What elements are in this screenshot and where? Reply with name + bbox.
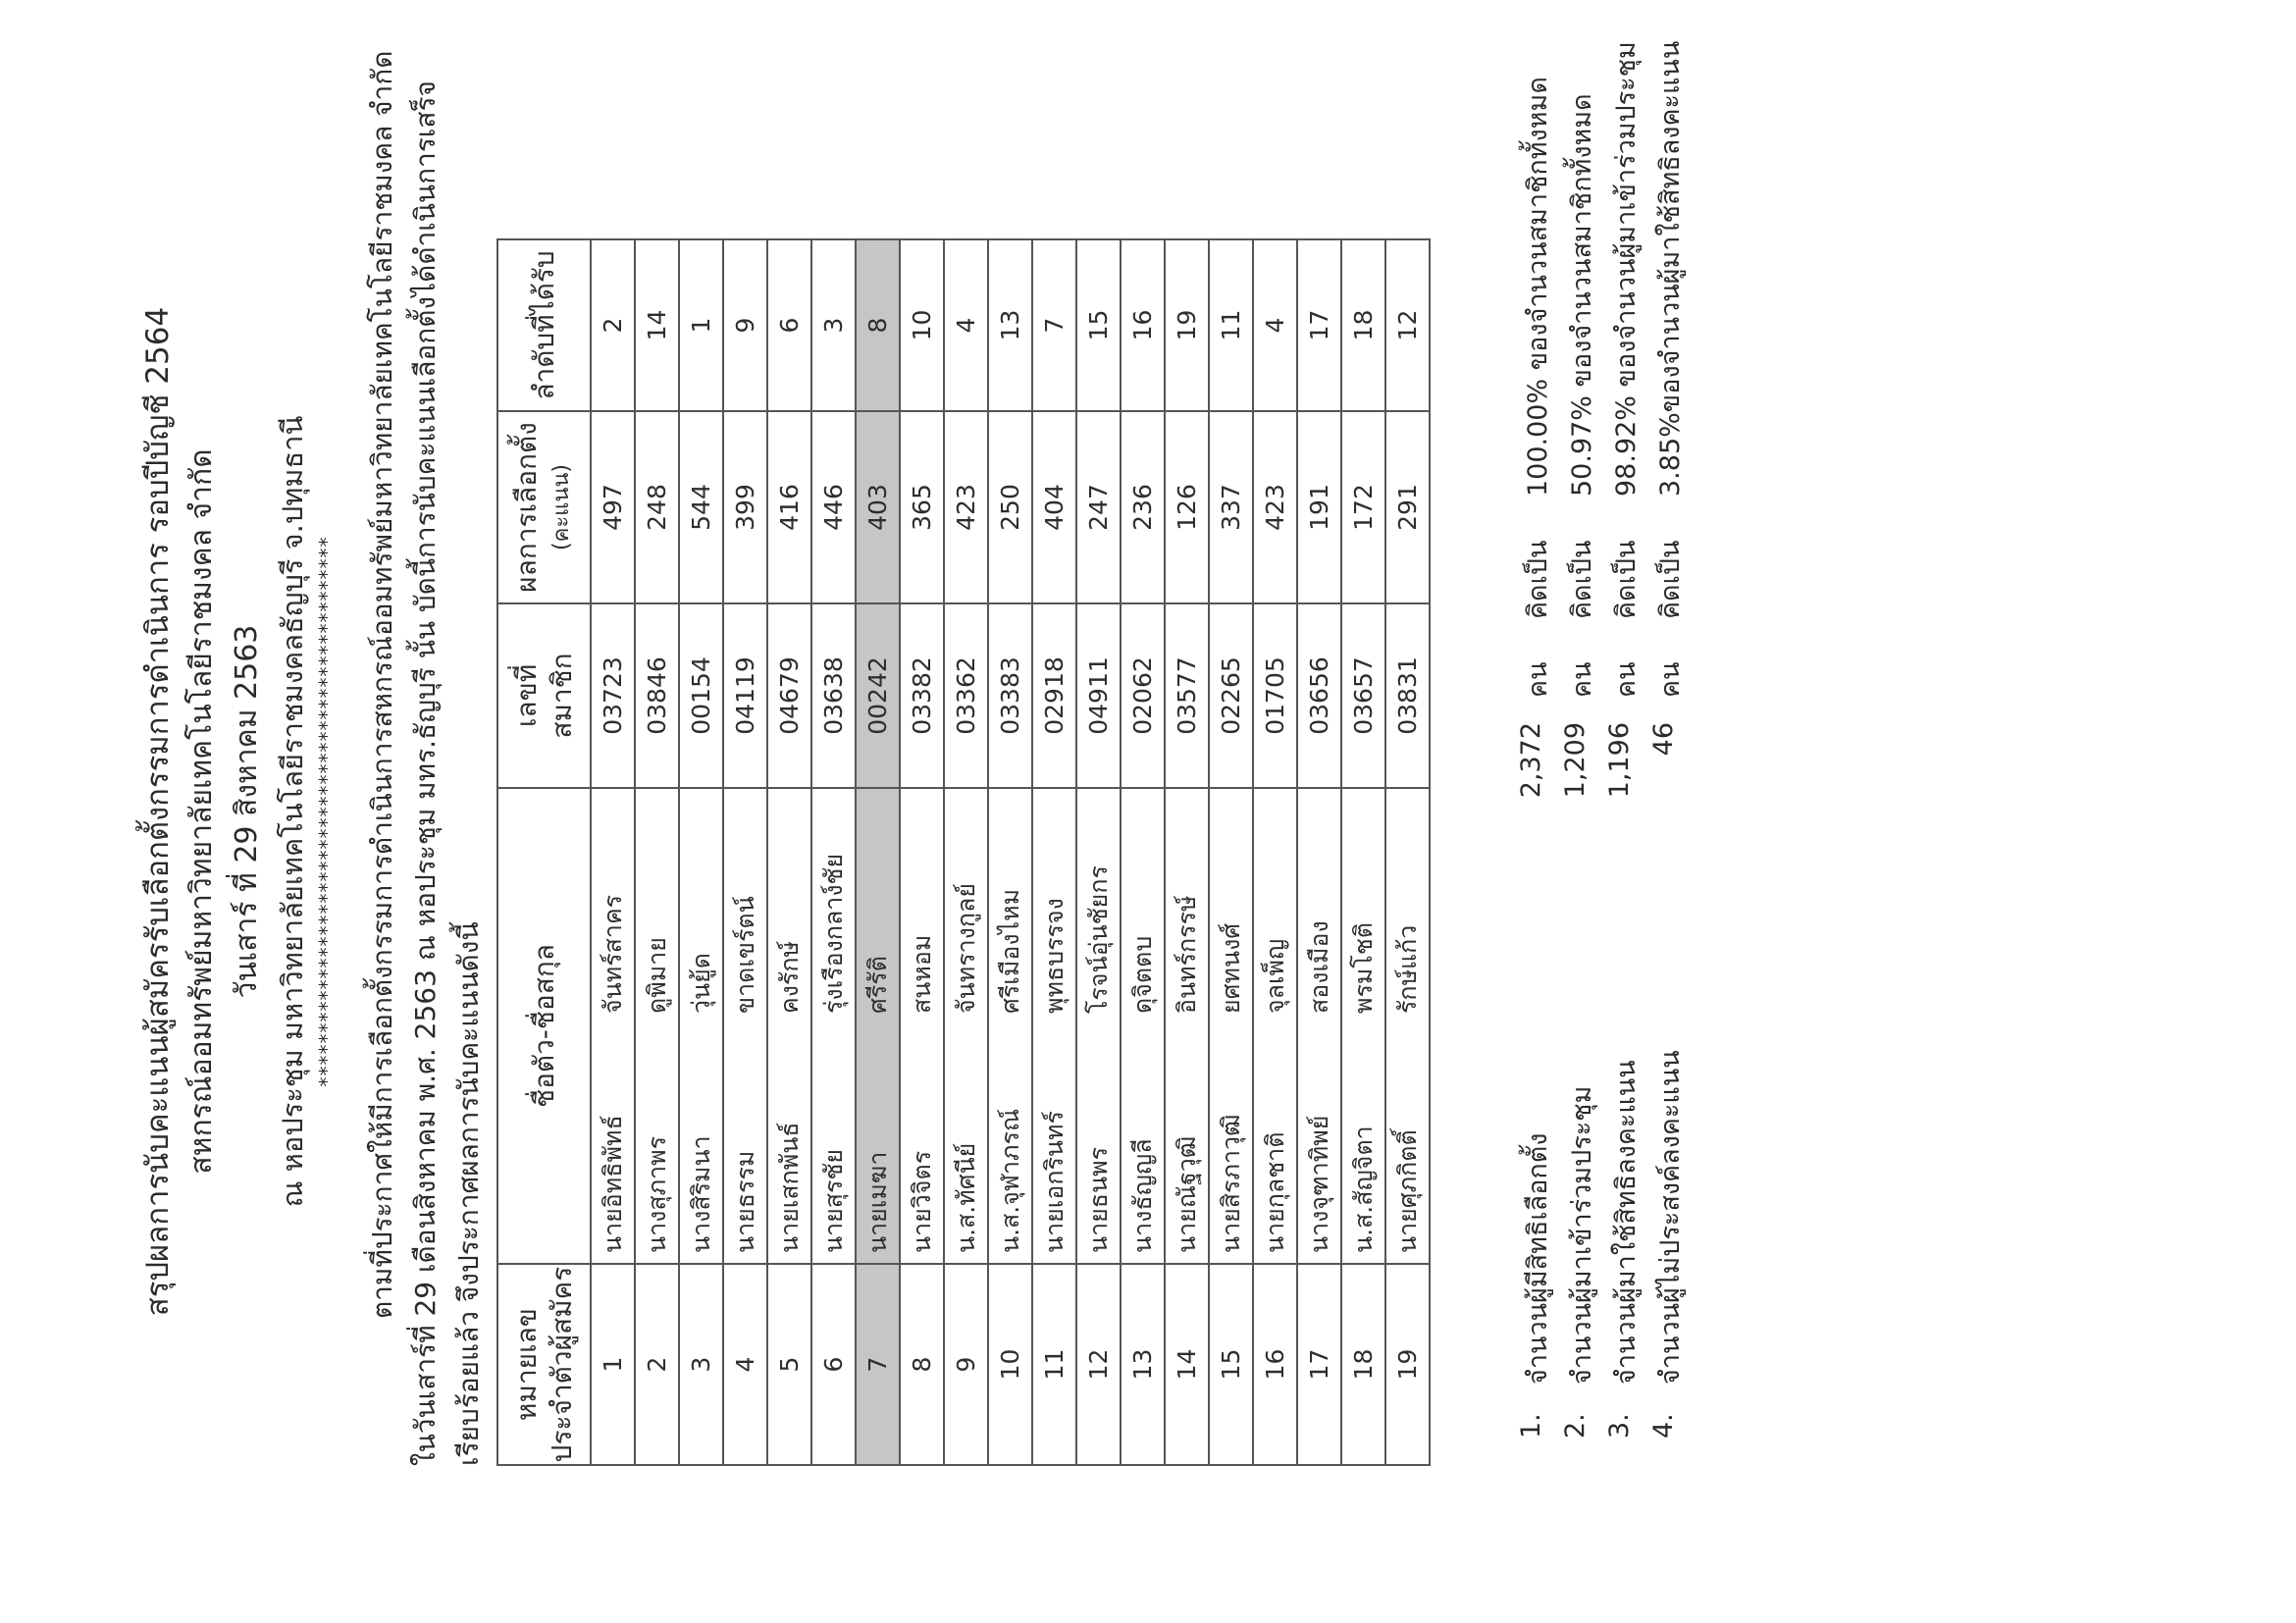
- rank-cell: 4: [944, 239, 988, 411]
- summary-unit: คน: [1611, 661, 1642, 698]
- first-name-cell: นายกุลชาติ: [1253, 1053, 1297, 1264]
- header-votes: [497, 411, 591, 603]
- document-title: สรุปผลการนับคะแนนผู้สมัครรับเลือกตั้งกรรมการดำเนินการ รอบปีบัญชี 2564: [140, 306, 176, 1317]
- candidate-number-cell: 8: [900, 1264, 944, 1465]
- header-candidate-number-line2: ประจำตัวผู้สมัคร: [545, 1266, 578, 1463]
- candidate-number-cell: 5: [767, 1264, 811, 1465]
- table-row: [1341, 239, 1385, 1465]
- table-header-row: [497, 239, 591, 1465]
- table-row: [1209, 239, 1253, 1465]
- first-name-cell: นายศุภกิตติ์: [1385, 1053, 1430, 1264]
- summary-label: จำนวนผู้มาเข้าร่วมประชุม: [1567, 1085, 1597, 1385]
- last-name-cell: ศรีเมืองไหม: [988, 788, 1032, 1053]
- member-number-cell: 03382: [900, 603, 944, 788]
- last-name-cell: รุ่งเรืองกลาง์ชัย: [811, 788, 856, 1053]
- rank-cell: 7: [1032, 239, 1076, 411]
- vote-count-cell: 250: [988, 411, 1032, 603]
- summary-label: จำนวนผู้มาใช้สิทธิลงคะแนน: [1611, 1060, 1642, 1385]
- rank-cell: 14: [635, 239, 679, 411]
- first-name-cell: นายเสกพันธ์: [767, 1053, 811, 1264]
- vote-count-cell: 403: [856, 411, 900, 603]
- summary-percentage: 3.85%ของจำนวนผู้มาใช้สิทธิลงคะแนน: [1655, 40, 1686, 497]
- member-number-cell: 03723: [591, 603, 635, 788]
- first-name-cell: นางธัญญลี: [1121, 1053, 1165, 1264]
- summary-unit: คน: [1655, 661, 1686, 698]
- rank-cell: 13: [988, 239, 1032, 411]
- summary-section: [1516, 40, 1693, 1439]
- first-name-cell: น.ส.สัญจิตา: [1341, 1053, 1385, 1264]
- header-candidate-number: [497, 1264, 591, 1465]
- last-name-cell: ศรีรัติ: [856, 788, 900, 1053]
- rank-cell: 12: [1385, 239, 1430, 411]
- first-name-cell: นายเมฆา: [856, 1053, 900, 1264]
- member-number-cell: 04911: [1076, 603, 1121, 788]
- summary-count: 1,209: [1560, 722, 1591, 799]
- first-name-cell: นายเอกรินทร์: [1032, 1053, 1076, 1264]
- rank-cell: 16: [1121, 239, 1165, 411]
- vote-count-cell: 247: [1076, 411, 1121, 603]
- table-row: [1076, 239, 1121, 1465]
- header-votes-line1: ผลการเลือกตั้ง: [509, 422, 543, 593]
- rank-cell: 9: [723, 239, 767, 411]
- vote-count-cell: 404: [1032, 411, 1076, 603]
- candidate-number-cell: 1: [591, 1264, 635, 1465]
- vote-count-cell: 236: [1121, 411, 1165, 603]
- member-number-cell: 03577: [1165, 603, 1209, 788]
- candidate-number-cell: 10: [988, 1264, 1032, 1465]
- candidate-number-cell: 3: [679, 1264, 723, 1465]
- candidate-number-cell: 19: [1385, 1264, 1430, 1465]
- election-results-table: [496, 238, 1431, 1466]
- table-row: [811, 239, 856, 1465]
- summary-label: จำนวนผู้มีสิทธิเลือกตั้ง: [1523, 1132, 1553, 1385]
- last-name-cell: พรมโชติ: [1341, 788, 1385, 1053]
- summary-number: 2.: [1560, 1413, 1591, 1439]
- rank-cell: 11: [1209, 239, 1253, 411]
- vote-count-cell: 497: [591, 411, 635, 603]
- last-name-cell: วุ่นยู้ด: [679, 788, 723, 1053]
- member-number-cell: 02265: [1209, 603, 1253, 788]
- header-votes-line2: (คะแนน): [548, 464, 574, 550]
- candidate-number-cell: 13: [1121, 1264, 1165, 1465]
- table-row: [1032, 239, 1076, 1465]
- last-name-cell: สองเมือง: [1297, 788, 1341, 1053]
- table-row: [635, 239, 679, 1465]
- last-name-cell: จันทร์สาคร: [591, 788, 635, 1053]
- summary-calc-label: คิดเป็น: [1523, 540, 1553, 619]
- first-name-cell: นางสิริมนา: [679, 1053, 723, 1264]
- last-name-cell: รักษ์แก้ว: [1385, 788, 1430, 1053]
- member-number-cell: 03383: [988, 603, 1032, 788]
- vote-count-cell: 544: [679, 411, 723, 603]
- last-name-cell: ดุจิตตบ: [1121, 788, 1165, 1053]
- table-row: [944, 239, 988, 1465]
- header-full-name: ชื่อตัว-ชื่อสกุล: [497, 788, 591, 1264]
- candidate-number-cell: 4: [723, 1264, 767, 1465]
- summary-label: จำนวนผู้ไม่ประสงค์ลงคะแนน: [1655, 1050, 1686, 1385]
- vote-count-cell: 126: [1165, 411, 1209, 603]
- first-name-cell: น.ส.ทัศนีย์: [944, 1053, 988, 1264]
- candidate-number-cell: 15: [1209, 1264, 1253, 1465]
- summary-number: 4.: [1648, 1413, 1679, 1439]
- rank-cell: 18: [1341, 239, 1385, 411]
- member-number-cell: 04119: [723, 603, 767, 788]
- rank-cell: 3: [811, 239, 856, 411]
- table-row: [1165, 239, 1209, 1465]
- table-row: [1385, 239, 1430, 1465]
- vote-count-cell: 172: [1341, 411, 1385, 603]
- vote-count-cell: 191: [1297, 411, 1341, 603]
- first-name-cell: นายวิจิตร: [900, 1053, 944, 1264]
- summary-count: 46: [1648, 722, 1679, 757]
- summary-calc-label: คิดเป็น: [1611, 540, 1642, 619]
- rank-cell: 15: [1076, 239, 1121, 411]
- member-number-cell: 03657: [1341, 603, 1385, 788]
- table-row: [1297, 239, 1341, 1465]
- summary-calc-label: คิดเป็น: [1567, 540, 1597, 619]
- summary-item: [1516, 77, 1560, 1439]
- summary-item: [1604, 41, 1648, 1439]
- vote-count-cell: 423: [1253, 411, 1297, 603]
- rank-cell: 8: [856, 239, 900, 411]
- member-number-cell: 03638: [811, 603, 856, 788]
- table-row: [1253, 239, 1297, 1465]
- candidate-number-cell: 6: [811, 1264, 856, 1465]
- summary-item: [1648, 40, 1693, 1439]
- header-member-number-line2: สมาชิก: [545, 653, 578, 739]
- election-venue: ณ หอประชุม มหาวิทยาลัยเทคโนโลยีราชมงคลธัญบุรี จ.ปทุมธานี: [276, 415, 309, 1208]
- last-name-cell: พุทธบรรจง: [1032, 788, 1076, 1053]
- vote-count-cell: 248: [635, 411, 679, 603]
- member-number-cell: 00242: [856, 603, 900, 788]
- first-name-cell: นายณัฐวุฒิ: [1165, 1053, 1209, 1264]
- intro-line-2: ในวันเสาร์ที่ 29 เดือนสิงหาคม พ.ศ. 2563 ณ หอประชุม มทร.ธัญบุรี นั้น บัดนี้การนับคะแนนเลือกตั้งได้ดำเนินการเสร็จ: [409, 80, 442, 1466]
- member-number-cell: 02062: [1121, 603, 1165, 788]
- vote-count-cell: 337: [1209, 411, 1253, 603]
- vote-count-cell: 291: [1385, 411, 1430, 603]
- summary-percentage: 50.97% ของจำนวนสมาชิกทั้งหมด: [1567, 93, 1597, 497]
- header-candidate-number-line1: หมายเลข: [509, 1308, 543, 1421]
- last-name-cell: โรจน์อุ่นชัยกร: [1076, 788, 1121, 1053]
- candidate-number-cell: 14: [1165, 1264, 1209, 1465]
- header-rank: ลำดับที่ได้รับ: [497, 239, 591, 411]
- candidate-number-cell: 12: [1076, 1264, 1121, 1465]
- rank-cell: 2: [591, 239, 635, 411]
- summary-number: 3.: [1604, 1413, 1635, 1439]
- candidate-number-cell: 16: [1253, 1264, 1297, 1465]
- rank-cell: 4: [1253, 239, 1297, 411]
- vote-count-cell: 399: [723, 411, 767, 603]
- table-row: [591, 239, 635, 1465]
- rank-cell: 10: [900, 239, 944, 411]
- member-number-cell: 03362: [944, 603, 988, 788]
- vote-count-cell: 365: [900, 411, 944, 603]
- summary-calc-label: คิดเป็น: [1655, 540, 1686, 619]
- first-name-cell: นางจุฑาทิพย์: [1297, 1053, 1341, 1264]
- first-name-cell: นายสิรภาวุฒิ: [1209, 1053, 1253, 1264]
- candidate-number-cell: 17: [1297, 1264, 1341, 1465]
- divider-asterisks: ***************************************************: [315, 536, 339, 1087]
- header-member-number: [497, 603, 591, 788]
- vote-count-cell: 446: [811, 411, 856, 603]
- last-name-cell: สนหอม: [900, 788, 944, 1053]
- header-member-number-line1: เลขที่: [509, 663, 543, 728]
- intro-line-1: ตามที่ประกาศให้มีการเลือกตั้งกรรมการดำเนินการสหกรณ์ออมทรัพย์มหาวิทยาลัยเทคโนโลยีราชมงคล จำกัด: [366, 50, 398, 1319]
- first-name-cell: นายธรรม: [723, 1053, 767, 1264]
- summary-unit: คน: [1523, 661, 1553, 698]
- member-number-cell: 02918: [1032, 603, 1076, 788]
- last-name-cell: ยศทนงศ์: [1209, 788, 1253, 1053]
- candidate-number-cell: 7: [856, 1264, 900, 1465]
- summary-item: [1560, 93, 1604, 1439]
- first-name-cell: นายธนพร: [1076, 1053, 1121, 1264]
- first-name-cell: น.ส.จุฬาภรณ์: [988, 1053, 1032, 1264]
- member-number-cell: 03831: [1385, 603, 1430, 788]
- table-row: [900, 239, 944, 1465]
- last-name-cell: จันทรางกูลย์: [944, 788, 988, 1053]
- first-name-cell: นายอิทธิพัทธ์: [591, 1053, 635, 1264]
- table-row: [723, 239, 767, 1465]
- first-name-cell: นางสุภาพร: [635, 1053, 679, 1264]
- table-row: [856, 239, 900, 1465]
- candidate-number-cell: 2: [635, 1264, 679, 1465]
- election-date: วันเสาร์ ที่ 29 สิงหาคม 2563: [230, 624, 264, 999]
- cooperative-name: สหกรณ์ออมทรัพย์มหาวิทยาลัยเทคโนโลยีราชมงคล จำกัด: [184, 448, 219, 1175]
- last-name-cell: อินทร์กรรษ์: [1165, 788, 1209, 1053]
- last-name-cell: ขาดเขร์ตน์: [723, 788, 767, 1053]
- table-row: [988, 239, 1032, 1465]
- candidate-number-cell: 18: [1341, 1264, 1385, 1465]
- table-row: [1121, 239, 1165, 1465]
- summary-percentage: 98.92% ของจำนวนผู้มาเข้าร่วมประชุม: [1611, 41, 1642, 497]
- last-name-cell: จุลเพ็ญ: [1253, 788, 1297, 1053]
- member-number-cell: 04679: [767, 603, 811, 788]
- summary-count: 1,196: [1604, 722, 1635, 799]
- candidate-number-cell: 11: [1032, 1264, 1076, 1465]
- summary-percentage: 100.00% ของจำนวนสมาชิกทั้งหมด: [1523, 77, 1553, 497]
- table-row: [767, 239, 811, 1465]
- rank-cell: 6: [767, 239, 811, 411]
- rank-cell: 19: [1165, 239, 1209, 411]
- rank-cell: 1: [679, 239, 723, 411]
- summary-count: 2,372: [1516, 722, 1546, 799]
- member-number-cell: 03846: [635, 603, 679, 788]
- vote-count-cell: 416: [767, 411, 811, 603]
- member-number-cell: 03656: [1297, 603, 1341, 788]
- last-name-cell: ดูพิมาย: [635, 788, 679, 1053]
- last-name-cell: คงรักษ์: [767, 788, 811, 1053]
- table-row: [679, 239, 723, 1465]
- intro-line-3: เรียบร้อยแล้ว จึงประกาศผลการนับคะแนนดังนี้: [452, 921, 485, 1466]
- rank-cell: 17: [1297, 239, 1341, 411]
- candidate-number-cell: 9: [944, 1264, 988, 1465]
- summary-unit: คน: [1567, 661, 1597, 698]
- member-number-cell: 00154: [679, 603, 723, 788]
- member-number-cell: 01705: [1253, 603, 1297, 788]
- first-name-cell: นายสุรชัย: [811, 1053, 856, 1264]
- summary-number: 1.: [1516, 1413, 1546, 1439]
- vote-count-cell: 423: [944, 411, 988, 603]
